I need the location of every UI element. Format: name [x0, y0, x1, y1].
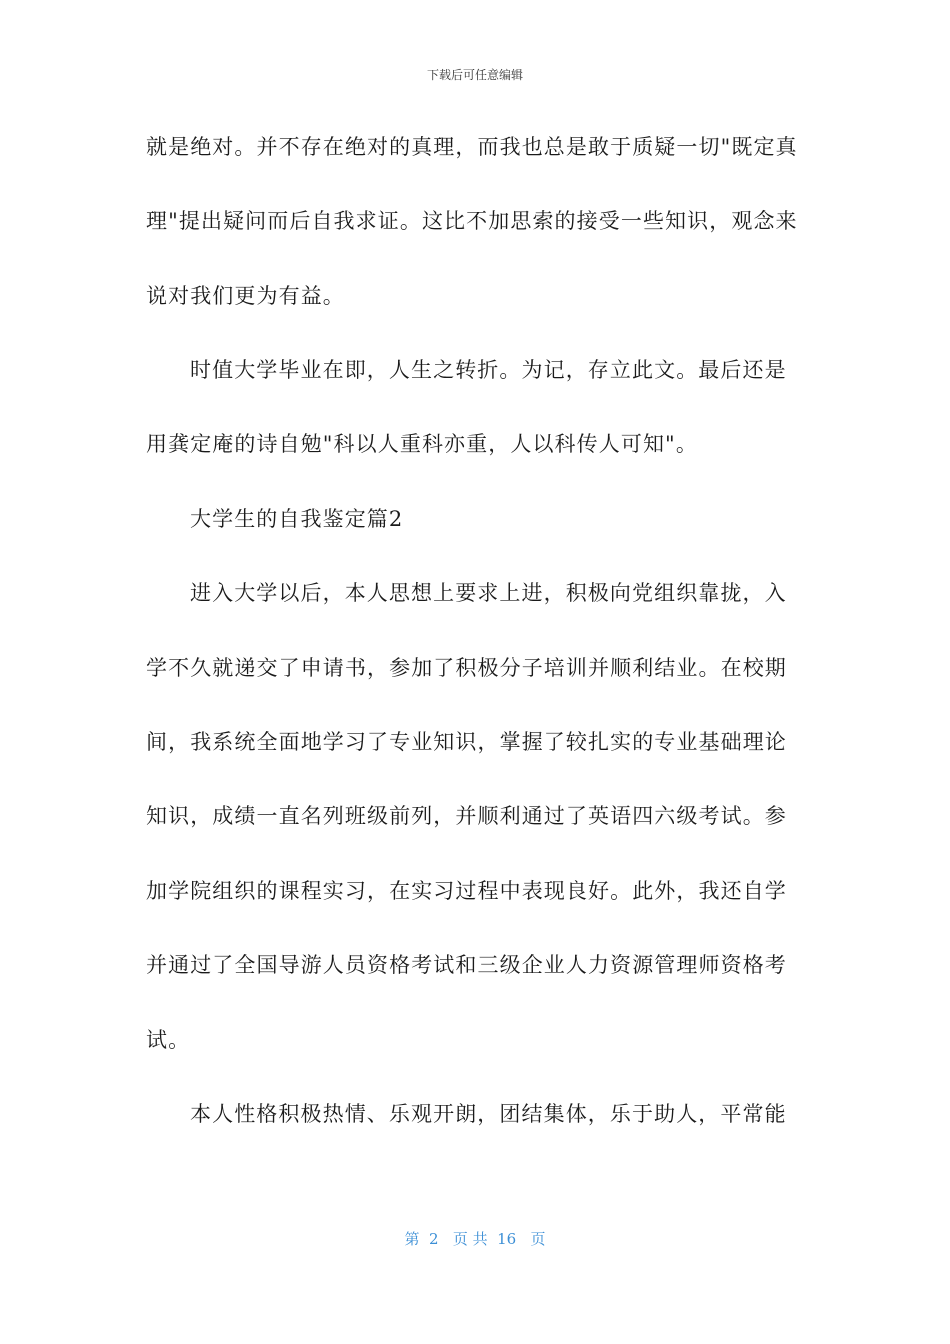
text-line: 时值大学毕业在即，人生之转折。为记，存立此文。最后还是 [190, 358, 787, 382]
text-line: 就是绝对。并不存在绝对的真理，而我也总是敢于质疑一切"既定真 [146, 135, 798, 159]
text-line: 用龚定庵的诗自勉"科以人重科亦重，人以科传人可知"。 [146, 432, 698, 456]
text-line: 试。 [146, 1028, 191, 1052]
page-number-footer: 第 2 页 共 16 页 [404, 1230, 546, 1248]
page-header-note: 下载后可任意编辑 [426, 68, 523, 82]
text-line: 理"提出疑问而后自我求证。这比不加思索的接受一些知识，观念来 [146, 209, 798, 233]
text-line: 进入大学以后，本人思想上要求上进，积极向党组织靠拢，入 [190, 581, 787, 605]
text-line: 间，我系统全面地学习了专业知识，掌握了较扎实的专业基础理论 [146, 730, 787, 754]
text-line: 加学院组织的课程实习，在实习过程中表现良好。此外，我还自学 [146, 879, 787, 903]
text-line: 并通过了全国导游人员资格考试和三级企业人力资源管理师资格考 [146, 953, 787, 977]
section-heading: 大学生的自我鉴定篇2 [190, 507, 404, 531]
text-line: 知识，成绩一直名列班级前列，并顺利通过了英语四六级考试。参 [146, 804, 787, 828]
text-line: 说对我们更为有益。 [146, 284, 345, 308]
text-line: 本人性格积极热情、乐观开朗，团结集体，乐于助人，平常能 [190, 1102, 787, 1126]
text-line: 学不久就递交了申请书，参加了积极分子培训并顺利结业。在校期 [146, 656, 787, 680]
